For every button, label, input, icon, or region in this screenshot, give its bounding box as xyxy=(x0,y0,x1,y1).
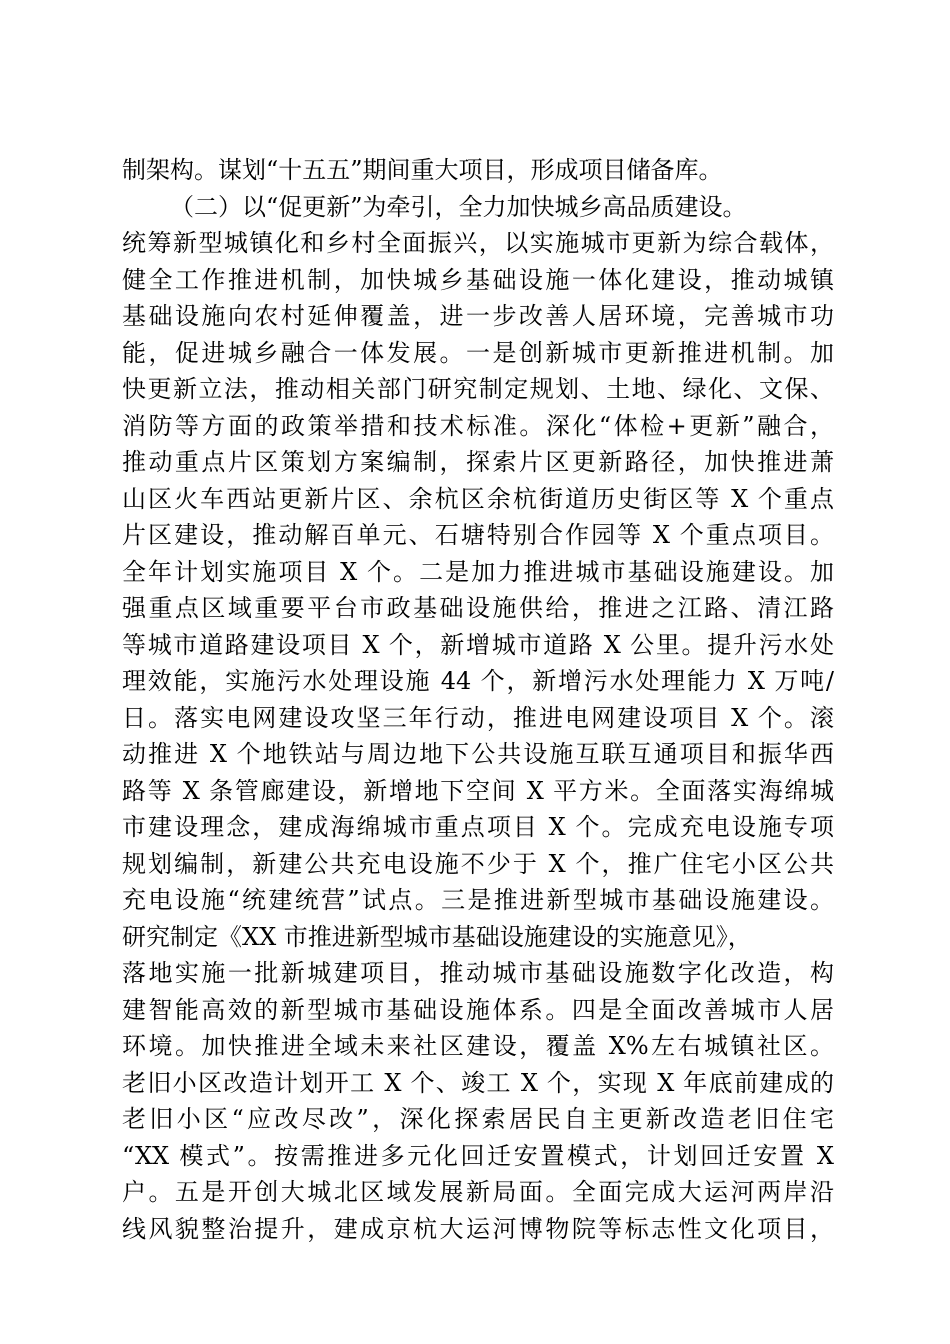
text-line: 健全工作推进机制，加快城乡基础设施一体化建设，推动城镇 xyxy=(122,265,834,294)
text-line: 基础设施向农村延伸覆盖，进一步改善人居环境，完善城市功 xyxy=(122,302,834,330)
text-line: 全年计划实施项目 X 个。二是加力推进城市基础设施建设。加 xyxy=(122,557,834,586)
text-line: 规划编制，新建公共充电设施不少于 X 个，推广住宅小区公共 xyxy=(122,849,834,878)
text-line: 日。落实电网建设攻坚三年行动，推进电网建设项目 X 个。滚 xyxy=(122,703,834,732)
text-line: 线风貌整治提升，建成京杭大运河博物院等标志性文化项目， xyxy=(122,1214,834,1243)
text-line: 落地实施一批新城建项目，推动城市基础设施数字化改造，构 xyxy=(122,959,834,987)
text-line: 山区火车西站更新片区、余杭区余杭街道历史街区等 X 个重点 xyxy=(122,484,834,513)
text-line: 快更新立法，推动相关部门研究制定规划、土地、绿化、文保、 xyxy=(122,375,834,403)
text-line: 老旧小区改造计划开工 X 个、竣工 X 个，实现 X 年底前建成的 xyxy=(122,1068,834,1097)
text-line: 动推进 X 个地铁站与周边地下公共设施互联互通项目和振华西 xyxy=(122,740,834,768)
text-line: 研究制定《XX 市推进新型城市基础设施建设的实施意见》， xyxy=(122,922,752,951)
text-line: 理效能，实施污水处理设施 44 个，新增污水处理能力 X 万吨/ xyxy=(122,667,834,695)
text-line: 户。五是开创大城北区域发展新局面。全面完成大运河两岸沿 xyxy=(122,1178,834,1206)
text-line: 建智能高效的新型城市基础设施体系。四是全面改善城市人居 xyxy=(122,995,834,1024)
text-line: 路等 X 条管廊建设，新增地下空间 X 平方米。全面落实海绵城 xyxy=(122,776,834,805)
text-line: 消防等方面的政策举措和技术标准。深化“体检+更新”融合， xyxy=(122,411,834,440)
text-line: 充电设施“统建统营”试点。三是推进新型城市基础设施建设。 xyxy=(122,886,834,914)
text-line: 能，促进城乡融合一体发展。一是创新城市更新推进机制。加 xyxy=(122,338,834,367)
text-line: 片区建设，推动解百单元、石塘特别合作园等 X 个重点项目。 xyxy=(122,521,834,549)
text-line: 统筹新型城镇化和乡村全面振兴，以实施城市更新为综合载体， xyxy=(122,229,834,257)
text-line: 环境。加快推进全域未来社区建设，覆盖 X%左右城镇社区。 xyxy=(122,1032,834,1060)
text-line: 等城市道路建设项目 X 个，新增城市道路 X 公里。提升污水处 xyxy=(122,630,834,659)
text-line: 市建设理念，建成海绵城市重点项目 X 个。完成充电设施专项 xyxy=(122,813,834,841)
text-line: 强重点区域重要平台市政基础设施供给，推进之江路、清江路 xyxy=(122,594,834,622)
section-heading: （二）以“促更新”为牵引，全力加快城乡高品质建设。 xyxy=(170,192,747,221)
text-line: 老旧小区“应改尽改”，深化探索居民自主更新改造老旧住宅 xyxy=(122,1105,834,1133)
body-text xyxy=(122,152,834,1247)
text-line: “XX 模式”。按需推进多元化回迁安置模式，计划回迁安置 X xyxy=(122,1141,834,1170)
text-line: 推动重点片区策划方案编制，探索片区更新路径，加快推进萧 xyxy=(122,448,834,476)
text-line: 制架构。谋划“十五五”期间重大项目，形成项目储备库。 xyxy=(122,156,723,184)
